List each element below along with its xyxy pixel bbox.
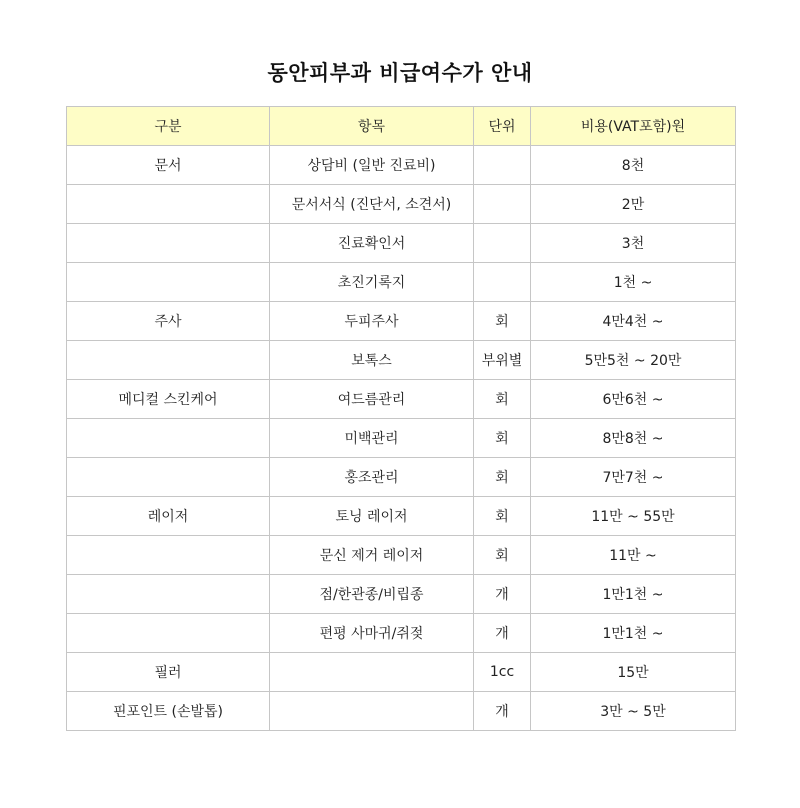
unit-cell: [474, 185, 531, 224]
category-cell: 레이저: [67, 497, 270, 536]
header-item: 항목: [270, 107, 474, 146]
table-row: [67, 575, 736, 614]
category-cell: [67, 536, 270, 575]
table-row: [67, 497, 736, 536]
cost-cell: 4만4천 ~: [531, 302, 736, 341]
item-cell: 초진기록지: [270, 263, 474, 302]
table-row: [67, 614, 736, 653]
table-header-row: [67, 107, 736, 146]
item-cell: 미백관리: [270, 419, 474, 458]
item-cell: 두피주사: [270, 302, 474, 341]
item-cell: 점/한관종/비립종: [270, 575, 474, 614]
category-cell: [67, 341, 270, 380]
cost-cell: 15만: [531, 653, 736, 692]
category-cell: 주사: [67, 302, 270, 341]
cost-cell: 11만 ~: [531, 536, 736, 575]
cost-cell: 7만7천 ~: [531, 458, 736, 497]
unit-cell: 1cc: [474, 653, 531, 692]
table-row: [67, 380, 736, 419]
unit-cell: 개: [474, 575, 531, 614]
item-cell: 보톡스: [270, 341, 474, 380]
item-cell: 여드름관리: [270, 380, 474, 419]
unit-cell: 개: [474, 692, 531, 731]
item-cell: 편평 사마귀/쥐젖: [270, 614, 474, 653]
table-row: [67, 302, 736, 341]
cost-cell: 11만 ~ 55만: [531, 497, 736, 536]
table-row: [67, 185, 736, 224]
cost-cell: 2만: [531, 185, 736, 224]
category-cell: [67, 458, 270, 497]
item-cell: [270, 692, 474, 731]
unit-cell: [474, 263, 531, 302]
category-cell: 문서: [67, 146, 270, 185]
item-cell: 홍조관리: [270, 458, 474, 497]
header-category: 구분: [67, 107, 270, 146]
table-row: [67, 653, 736, 692]
unit-cell: 회: [474, 419, 531, 458]
table-row: [67, 536, 736, 575]
cost-cell: 1천 ~: [531, 263, 736, 302]
item-cell: 문서서식 (진단서, 소견서): [270, 185, 474, 224]
cost-cell: 8만8천 ~: [531, 419, 736, 458]
table-row: [67, 458, 736, 497]
fee-table: [66, 106, 736, 731]
unit-cell: [474, 146, 531, 185]
page-title: 동안피부과 비급여수가 안내: [267, 61, 533, 85]
category-cell: [67, 419, 270, 458]
table-row: [67, 419, 736, 458]
cost-cell: 5만5천 ~ 20만: [531, 341, 736, 380]
unit-cell: [474, 224, 531, 263]
item-cell: 상담비 (일반 진료비): [270, 146, 474, 185]
cost-cell: 3만 ~ 5만: [531, 692, 736, 731]
unit-cell: 회: [474, 458, 531, 497]
table-row: [67, 341, 736, 380]
table-row: [67, 146, 736, 185]
unit-cell: 회: [474, 380, 531, 419]
category-cell: [67, 614, 270, 653]
category-cell: [67, 575, 270, 614]
category-cell: [67, 185, 270, 224]
cost-cell: 3천: [531, 224, 736, 263]
unit-cell: 회: [474, 497, 531, 536]
cost-cell: 1만1천 ~: [531, 614, 736, 653]
category-cell: [67, 263, 270, 302]
category-cell: 메디컬 스킨케어: [67, 380, 270, 419]
cost-cell: 8천: [531, 146, 736, 185]
table-body: [67, 146, 736, 731]
category-cell: 필러: [67, 653, 270, 692]
category-cell: [67, 224, 270, 263]
item-cell: 진료확인서: [270, 224, 474, 263]
table-row: [67, 224, 736, 263]
unit-cell: 회: [474, 302, 531, 341]
unit-cell: 회: [474, 536, 531, 575]
table-row: [67, 263, 736, 302]
item-cell: [270, 653, 474, 692]
item-cell: 문신 제거 레이저: [270, 536, 474, 575]
category-cell: 핀포인트 (손발톱): [67, 692, 270, 731]
unit-cell: 부위별: [474, 341, 531, 380]
header-unit: 단위: [474, 107, 531, 146]
cost-cell: 6만6천 ~: [531, 380, 736, 419]
unit-cell: 개: [474, 614, 531, 653]
cost-cell: 1만1천 ~: [531, 575, 736, 614]
table-row: [67, 692, 736, 731]
item-cell: 토닝 레이저: [270, 497, 474, 536]
header-cost: 비용(VAT포함)원: [531, 107, 736, 146]
